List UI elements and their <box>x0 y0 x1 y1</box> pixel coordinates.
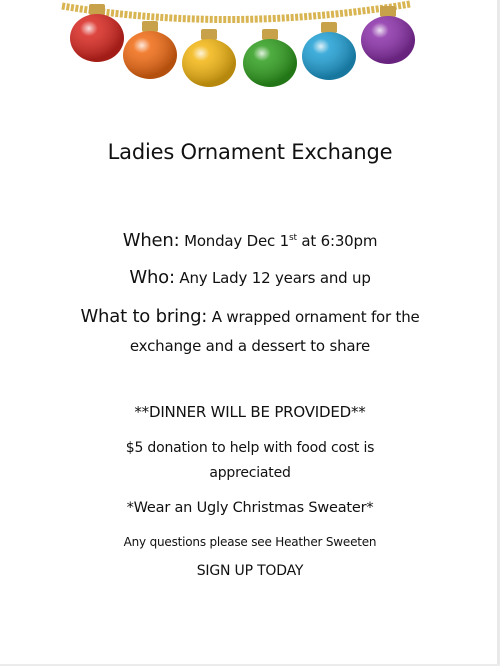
what-to-bring-text: A wrapped ornament for the <box>211 308 420 326</box>
ornament-cap <box>201 29 217 40</box>
when-label: When: <box>122 230 180 251</box>
ornament-ball <box>302 22 356 80</box>
ornament-cap <box>142 21 158 32</box>
ornament-cap <box>380 6 396 17</box>
ornament-shine <box>182 39 236 87</box>
signup-call: SIGN UP TODAY <box>196 563 304 579</box>
ornament-shine <box>70 14 124 62</box>
dinner-notice: **DINNER WILL BE PROVIDED** <box>134 403 366 421</box>
ornament-ball <box>182 29 236 87</box>
who-line <box>0 267 500 288</box>
who-text: Any Lady 12 years and up <box>179 269 371 287</box>
what-to-bring-line <box>0 306 500 327</box>
ornament-shine <box>243 39 297 87</box>
ornament-ball <box>123 21 177 79</box>
flyer-title: Ladies Ornament Exchange <box>107 140 393 164</box>
when-time: at 6:30pm <box>296 232 378 250</box>
ornament-shine <box>123 31 177 79</box>
contact-note: Any questions please see Heather Sweeten <box>123 535 377 549</box>
date-suffix: st <box>289 233 297 243</box>
what-to-bring-label: What to bring: <box>80 306 208 327</box>
ornament-shine <box>302 32 356 80</box>
when-date: Monday Dec 1 <box>184 232 289 250</box>
ornament-cap <box>262 29 278 40</box>
what-to-bring-continuation: exchange and a dessert to share <box>129 337 371 355</box>
ornament-cap <box>89 4 105 15</box>
ornament-ball <box>361 6 415 64</box>
ornament-shine <box>361 16 415 64</box>
ornament-garland <box>0 0 500 95</box>
donation-line: $5 donation to help with food cost is <box>125 440 375 456</box>
when-line <box>0 230 500 251</box>
donation-line-continuation: appreciated <box>209 465 291 481</box>
sweater-note: *Wear an Ugly Christmas Sweater* <box>126 500 374 516</box>
who-label: Who: <box>129 267 175 288</box>
ornament-ball <box>243 29 297 87</box>
ornament-cap <box>321 22 337 33</box>
tinsel-garland <box>62 4 410 20</box>
